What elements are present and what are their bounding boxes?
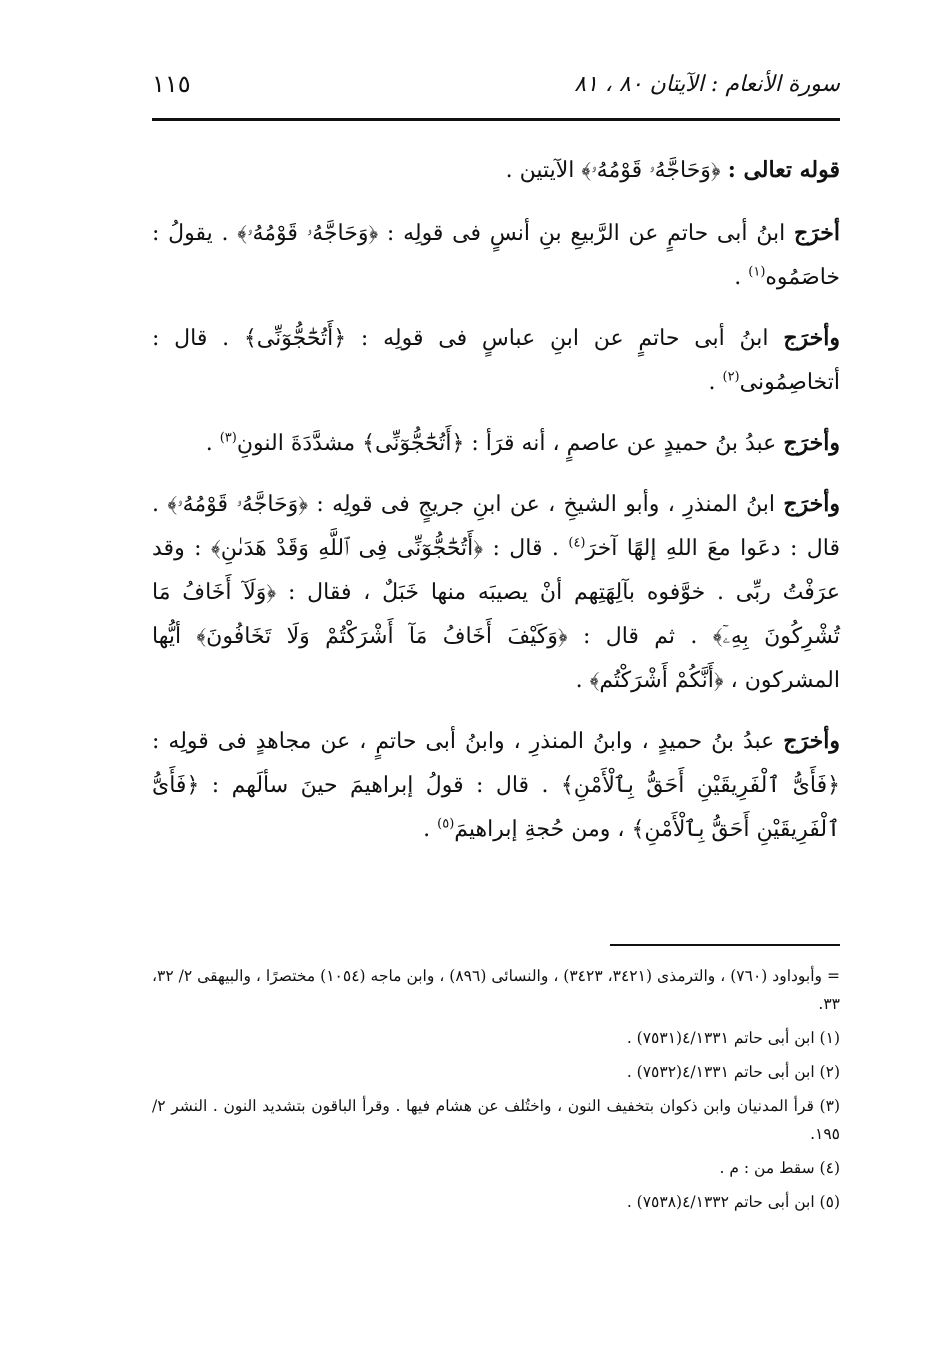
footnote: (٥) ابن أبى حاتم ٤/١٣٣٢(٧٥٣٨) . (626, 1193, 840, 1211)
footnote: (١) ابن أبى حاتم ٤/١٣٣١(٧٥٣١) . (626, 1029, 840, 1047)
paragraph (152, 421, 840, 466)
paragraph-text: عبدُ بنُ حميدٍ عن عاصمٍ ، أنه قرَأ : ﴿أَتُحَٰٓجُّوٓنِّى﴾ مشدَّدَةَ النونِ (236, 431, 777, 456)
running-header (152, 62, 840, 106)
paragraph-lead: وأخرَج (783, 325, 840, 351)
paragraph-text: ابنُ المنذرِ ، وأبو الشيخِ ، عن ابنِ جريجٍ فى قولِه : ﴿وَحَاجَّهُۥ قَوْمُهُۥ﴾ . قال : دعَوا معَ اللهِ إلهًا آخرَ (152, 492, 840, 561)
paragraph-tail: . (205, 431, 213, 456)
paragraph (152, 482, 840, 703)
paragraph-lead: وأخرَج (783, 728, 840, 754)
footnote-rule (610, 944, 840, 946)
footnote-ref: (١) (748, 264, 766, 280)
paragraph (152, 148, 840, 193)
paragraph-tail: . (734, 265, 742, 290)
footnote-ref: (٢) (722, 369, 740, 385)
paragraph-tail: . قال : ﴿أَتُحَٰٓجُّوٓنِّى فِى ٱللَّهِ وَقَدْ هَدَىٰنِ﴾ : وقد عرَفْتُ ربِّى . خوَّفوه بآلِهَتِهم أنْ يصيبَه منها خَبَلٌ ، فقال : ﴿وَلَآ أَخَافُ مَا تُشْرِكُونَ بِهِۦٓ﴾ . ثم قال : ﴿وَكَيْفَ أَخَافُ مَآ أَشْرَكْتُمْ وَلَا تَخَافُونَ﴾ أيُّها المشركون ، ﴿أَنَّكُمْ أَشْرَكْتُم﴾ . (152, 536, 840, 693)
paragraph-lead: أخرَج (793, 220, 840, 246)
paragraph-text: عبدُ بنُ حميدٍ ، وابنُ المنذرِ ، وابنُ أبى حاتمٍ ، عن مجاهدٍ فى قولِه : ﴿فَأَىُّ ٱلْفَرِيقَيْنِ أَحَقُّ بِٱلْأَمْنِ﴾ . قال : قولُ إبراهيمَ حينَ سألَهم : ﴿فَأَىُّ ٱلْفَرِيقَيْنِ أَحَقُّ بِٱلْأَمْنِ﴾ ، ومن حُجةِ إبراهيمَ (152, 729, 840, 842)
footnote: (٢) ابن أبى حاتم ٤/١٣٣١(٧٥٣٢) . (626, 1063, 840, 1081)
paragraph-tail: . (423, 817, 431, 842)
footnote: (٤) سقط من : م . (719, 1159, 840, 1177)
paragraph (152, 719, 840, 852)
footnote: = وأبوداود (٧٦٠) ، والترمذى (٣٤٢١، ٣٤٢٣) ، والنسائى (٨٩٦) ، وابن ماجه (١٠٥٤) مختصرًا ، والبيهقى ٢/ ٣٢، ٣٣. (152, 967, 840, 1013)
page-number: ١١٥ (152, 70, 191, 98)
paragraph-lead: قوله تعالى : (727, 157, 840, 183)
footnote-ref: (٥) (437, 816, 455, 832)
footnote-ref: (٣) (219, 430, 237, 446)
paragraph-tail: . (708, 370, 716, 395)
footnote-ref: (٤) (568, 535, 586, 551)
main-text (152, 148, 840, 868)
running-title: سورة الأنعام : الآيتان ٨٠ ، ٨١ (574, 71, 840, 97)
footnote: (٣) قرأ المدنيان وابن ذكوان بتخفيف النون ، واختُلف عن هشام فيها . وقرأ الباقون بتشديد النون . النشر ٢/ ١٩٥. (152, 1097, 840, 1143)
paragraph-lead: وأخرَج (783, 491, 840, 517)
header-rule (152, 118, 840, 121)
paragraph (152, 211, 840, 300)
footnotes (152, 962, 840, 1222)
paragraph-text: ﴿وَحَاجَّهُۥ قَوْمُهُۥ﴾ الآيتين . (505, 158, 721, 183)
paragraph (152, 316, 840, 405)
paragraph-text: ابنُ أبى حاتمٍ عن ابنِ عباسٍ فى قولِه : ﴿أَتُحَٰٓجُّوٓنِّى﴾ . قال : أتخاصِمُونى (152, 326, 840, 395)
paragraph-lead: وأخرَج (783, 430, 840, 456)
paragraph-text: ابنُ أبى حاتمٍ عن الرَّبيعِ بنِ أنسٍ فى قولِه : ﴿وَحَاجَّهُۥ قَوْمُهُۥ﴾ . يقولُ : خاصَمُوه (152, 221, 840, 290)
